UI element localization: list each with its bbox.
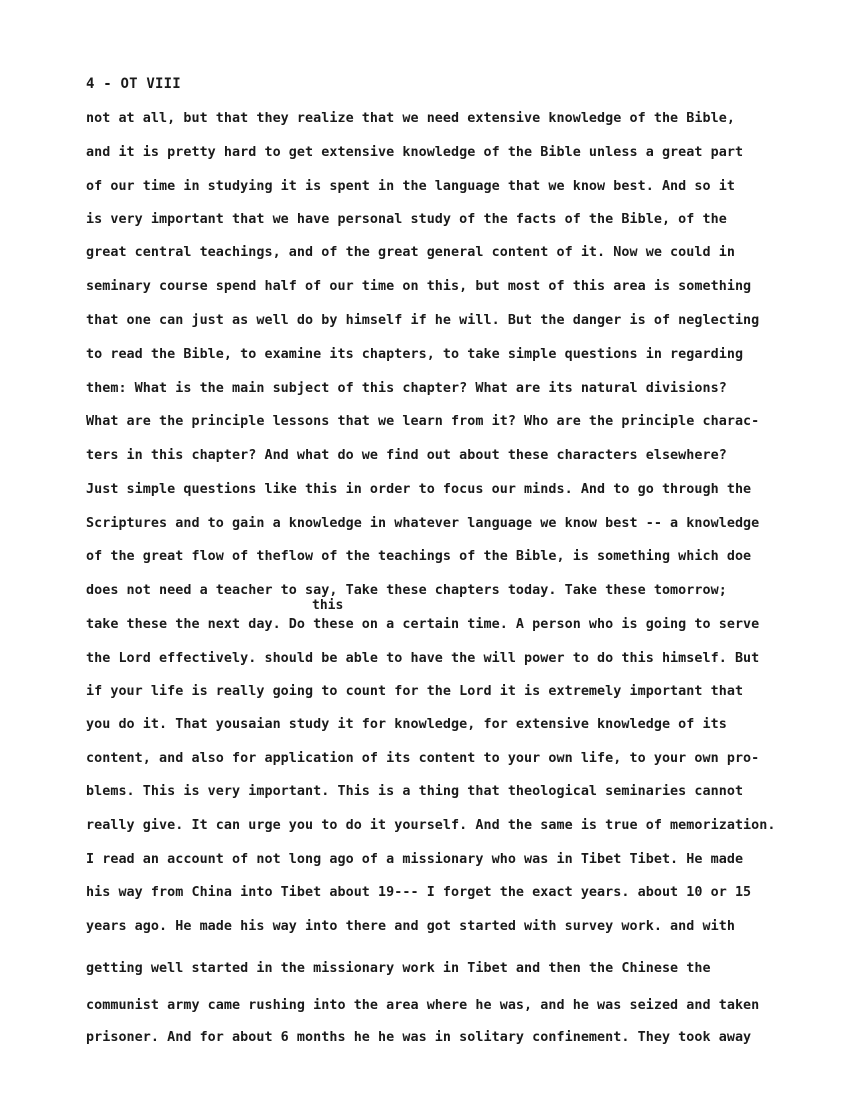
text-line: them: What is the main subject of this chapter? What are its natural divisions?	[86, 381, 727, 396]
text-line: his way from China into Tibet about 19--- I forget the exact years. about 10 or 15	[86, 885, 752, 900]
text-line: the Lord effectively. should be able to have the will power to do this himself. But	[86, 651, 760, 666]
text-line: of our time in studying it is spent in the language that we know best. And so it	[86, 179, 735, 194]
text-line: not at all, but that they realize that we need extensive knowledge of the Bible,	[86, 111, 735, 126]
text-line: What are the principle lessons that we learn from it? Who are the principle charac-	[86, 414, 760, 429]
text-line: blems. This is very important. This is a thing that theological seminaries cannot	[86, 784, 744, 799]
text-line: Just simple questions like this in order to focus our minds. And to go through the	[86, 482, 752, 497]
text-line: ters in this chapter? And what do we find out about these characters elsewhere?	[86, 448, 727, 463]
text-line: content, and also for application of its content to your own life, to your own pro-	[86, 751, 760, 766]
text-line: great central teachings, and of the great general content of it. Now we could in	[86, 245, 735, 260]
text-line: you do it. That yousaian study it for knowledge, for extensive knowledge of its	[86, 717, 727, 732]
text-line: getting well started in the missionary work in Tibet and then the Chinese the	[86, 961, 711, 976]
text-line: really give. It can urge you to do it yourself. And the same is true of memorization.	[86, 818, 776, 833]
text-line: seminary course spend half of our time on this, but most of this area is something	[86, 279, 752, 294]
page-header: 4 - OT VIII	[86, 76, 181, 92]
text-line: that one can just as well do by himself if he will. But the danger is of neglecting	[86, 313, 760, 328]
text-line: if your life is really going to count for the Lord it is extremely important that	[86, 684, 744, 699]
text-line: prisoner. And for about 6 months he he was in solitary confinement. They took away	[86, 1030, 752, 1045]
handwritten-insertion: this	[312, 598, 344, 613]
text-line: years ago. He made his way into there and got started with survey work. and with	[86, 919, 735, 934]
text-line: and it is pretty hard to get extensive knowledge of the Bible unless a great part	[86, 145, 744, 160]
text-line: to read the Bible, to examine its chapters, to take simple questions in regarding	[86, 347, 744, 362]
text-line: take these the next day. Do these on a certain time. A person who is going to serve	[86, 617, 760, 632]
text-line: of the great flow of theflow of the teachings of the Bible, is something which doe	[86, 549, 752, 564]
text-line: is very important that we have personal study of the facts of the Bible, of the	[86, 212, 727, 227]
text-line: I read an account of not long ago of a missionary who was in Tibet Tibet. He made	[86, 852, 744, 867]
text-line: does not need a teacher to say, Take these chapters today. Take these tomorrow;	[86, 583, 727, 598]
text-line: Scriptures and to gain a knowledge in whatever language we know best -- a knowledge	[86, 516, 760, 531]
text-line: communist army came rushing into the area where he was, and he was seized and taken	[86, 998, 760, 1013]
